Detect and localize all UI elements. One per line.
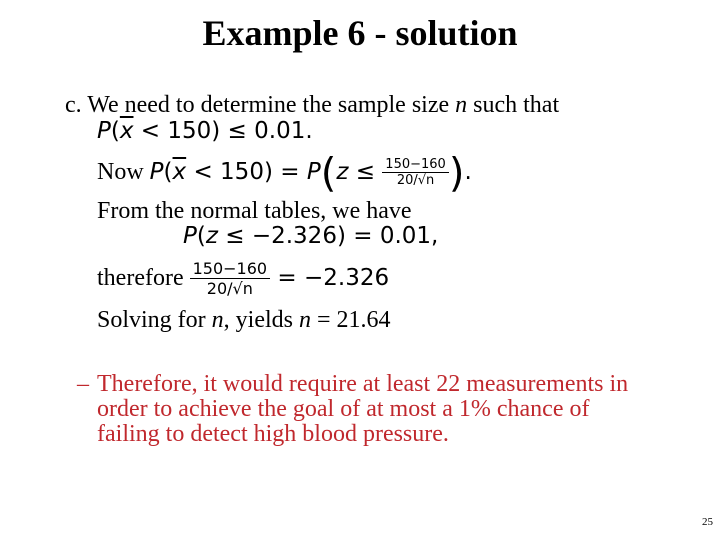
- fraction-1-numerator: 150−160: [382, 158, 449, 173]
- fraction-2-denominator: 20/√n: [206, 279, 253, 299]
- line-7-a: Solving for: [97, 307, 212, 333]
- conclusion-line-1: Therefore, it would require at least 22 measurements in: [97, 371, 629, 397]
- line-3-now: Now: [97, 159, 150, 185]
- page-number: 25: [702, 516, 713, 528]
- fraction-2-numerator: 150−160: [190, 260, 270, 279]
- bullet-dash: –: [77, 371, 89, 397]
- text-line-5: P(z ≤ −2.326) = 0.01,: [183, 223, 439, 249]
- line-2-rest: < 150) ≤ 0.01.: [133, 118, 313, 144]
- line-7-b: , yields: [223, 307, 299, 333]
- line-6-therefore: therefore: [97, 265, 190, 291]
- fraction-1: [382, 158, 449, 188]
- prob-symbol: P: [149, 159, 164, 185]
- line-1-prefix: c. We need to determine the sample size: [65, 92, 456, 118]
- le-sign: ≤: [348, 159, 383, 185]
- z-variable: z: [205, 223, 218, 249]
- z-variable: z: [336, 159, 349, 185]
- text-line-6: [97, 256, 389, 300]
- fraction-1-denominator: 20/√n: [396, 173, 435, 189]
- fraction-2: [190, 260, 270, 298]
- slide-title: Example 6 - solution: [202, 13, 518, 53]
- text-line-1: [65, 92, 559, 118]
- text-line-4: From the normal tables, we have: [97, 198, 412, 224]
- line-3-end: .: [464, 159, 472, 185]
- prob-symbol: P: [306, 159, 321, 185]
- line-6-rest: = −2.326: [270, 265, 390, 291]
- text-line-2: $P(\overline{x} < 150) \le 0.01$.: [97, 118, 313, 144]
- line-3-mid: < 150) =: [186, 159, 307, 185]
- prob-symbol: P: [97, 118, 111, 144]
- text-line-3: Now $P(\overline{x} < 150) = P(z$ ≤ $\frac{150-160}{20/√n}$ ).: [97, 150, 472, 197]
- prob-symbol: P: [183, 223, 197, 249]
- conclusion-line-2: order to achieve the goal of at most a 1% chance of: [97, 396, 590, 422]
- variable-n: n: [455, 92, 468, 118]
- conclusion-line-3: failing to detect high blood pressure.: [97, 421, 449, 447]
- line-5-rest: ≤ −2.326) = 0.01,: [217, 223, 439, 249]
- line-1-suffix: such that: [467, 92, 560, 118]
- text-line-7: [97, 307, 391, 333]
- variable-n: n: [211, 307, 224, 333]
- variable-n: n: [299, 307, 311, 333]
- x-bar: $\overline{x}$: [172, 159, 187, 185]
- x-bar: $\overline{x}$: [119, 118, 134, 144]
- line-7-c: = 21.64: [311, 307, 391, 333]
